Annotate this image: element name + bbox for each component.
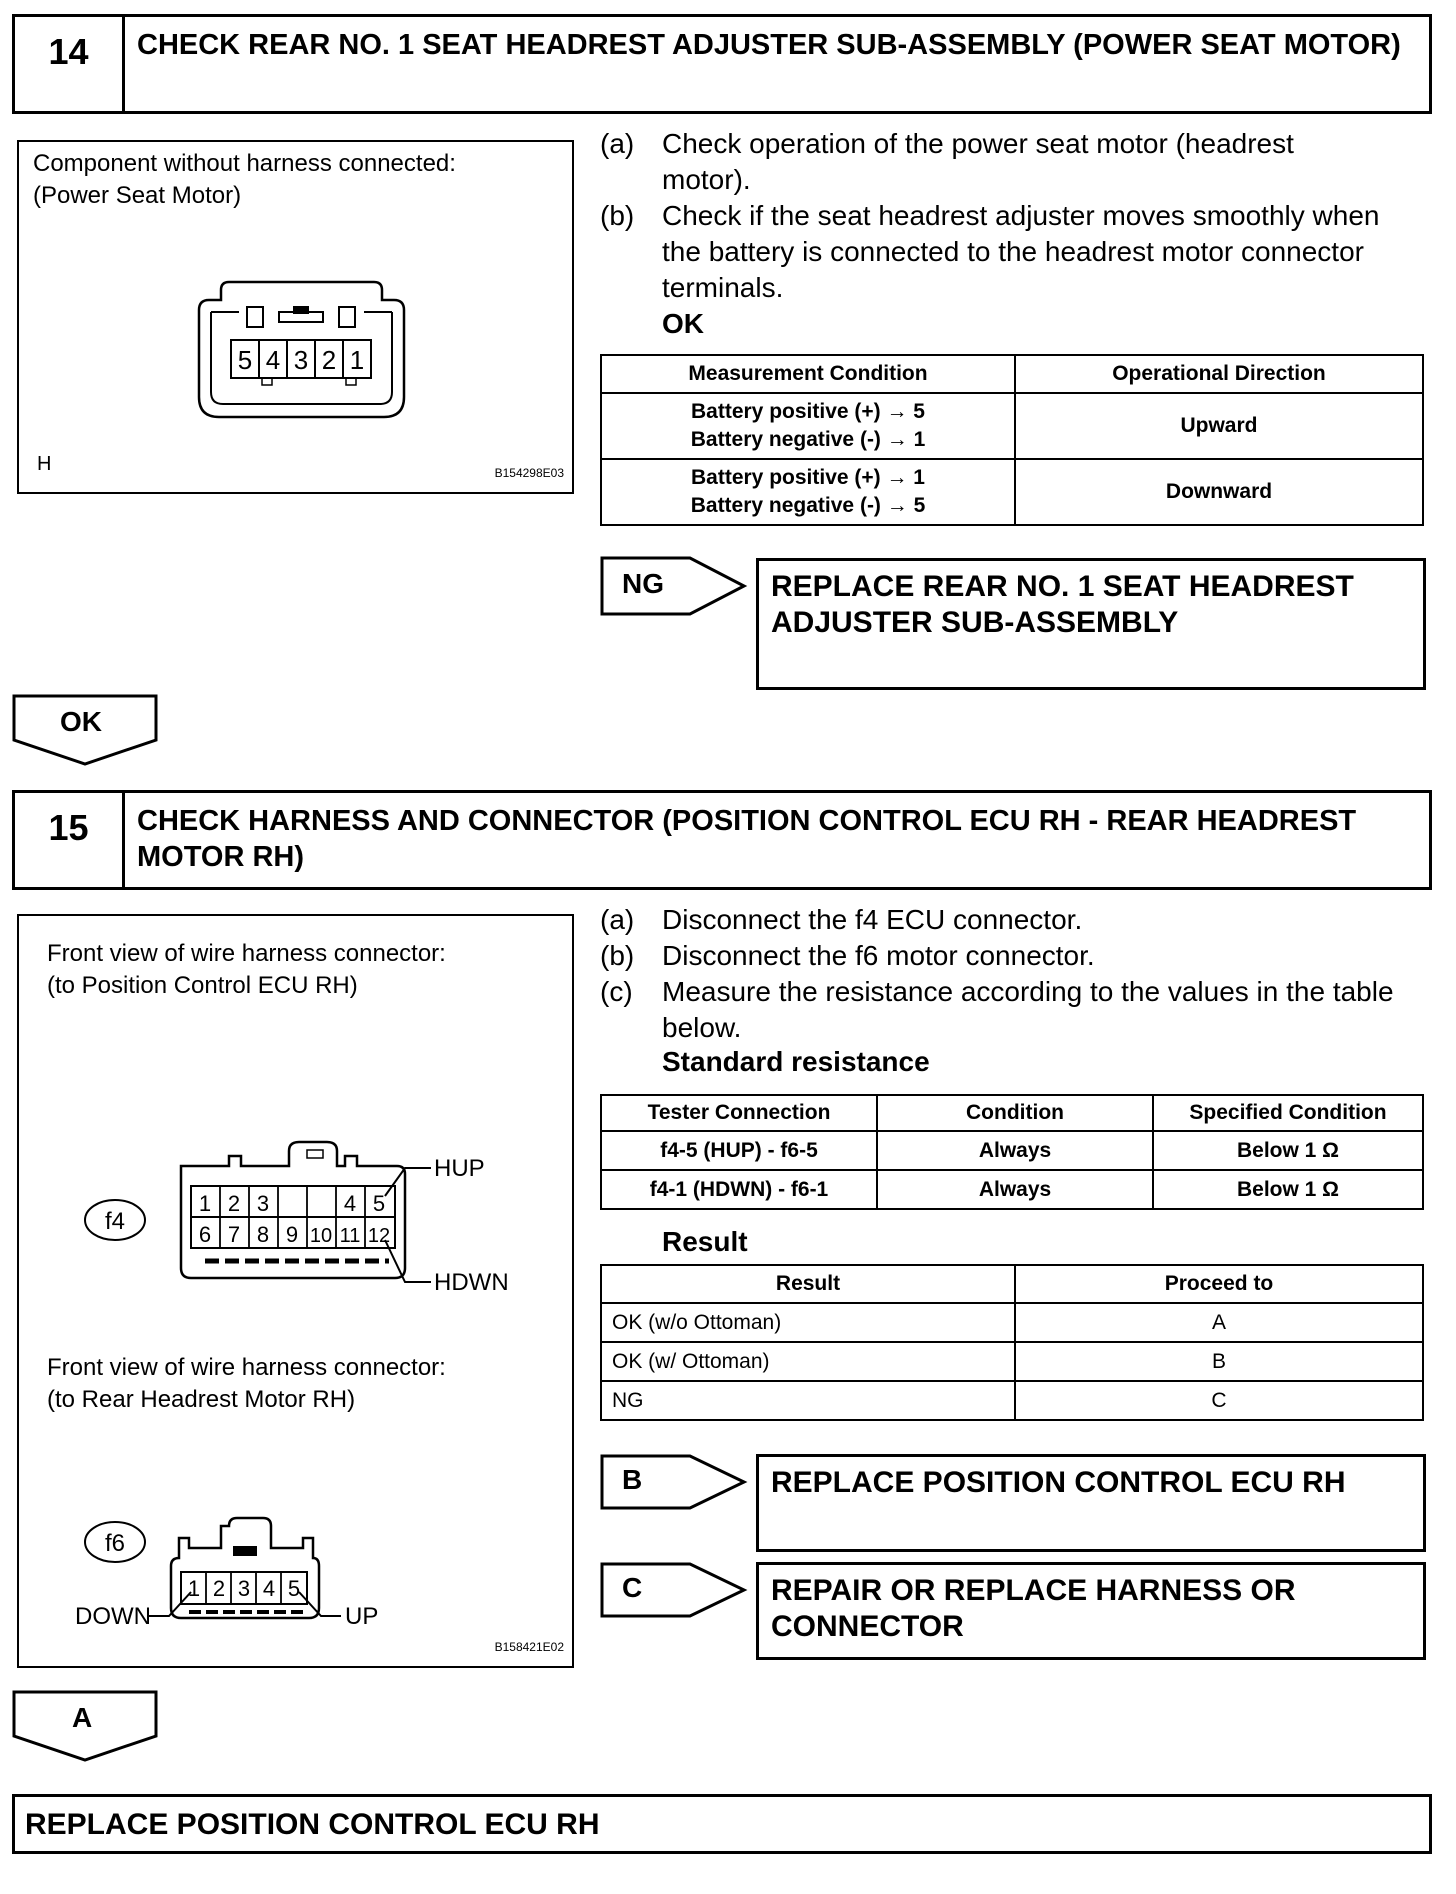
table-header: Tester Connection <box>601 1095 877 1131</box>
cell-text: f4-5 (HUP) - f6-5 <box>601 1131 877 1170</box>
step-number: 15 <box>15 793 125 887</box>
f6-pin: 3 <box>237 1576 251 1601</box>
cell-text: A <box>1015 1303 1423 1342</box>
cell-text: Battery positive (+) → 5 <box>691 400 925 423</box>
cell-text: f4-1 (HDWN) - f6-1 <box>601 1170 877 1209</box>
cell-text: B <box>1015 1342 1423 1381</box>
table-header: Operational Direction <box>1015 355 1423 393</box>
cell-text: Downward <box>1015 459 1423 525</box>
cell-text: Battery negative (-) → 1 <box>690 428 926 451</box>
f4-pin: 7 <box>227 1222 241 1247</box>
ng-action-box <box>756 558 1426 690</box>
branch-b-arrow-label: B <box>600 1454 748 1510</box>
action-text: REPLACE POSITION CONTROL ECU RH <box>771 1466 1346 1499</box>
figure-code: B158421E02 <box>494 1640 564 1654</box>
figure-caption: Front view of wire harness connector: <box>47 940 446 967</box>
branch-b-action-box <box>756 1454 1426 1552</box>
operation-table <box>600 354 1424 526</box>
figure-caption: (to Rear Headrest Motor RH) <box>47 1386 356 1413</box>
table-header: Condition <box>877 1095 1153 1131</box>
down-label: DOWN <box>75 1603 151 1630</box>
motor-pin-2: 2 <box>321 345 337 375</box>
table-header: Measurement Condition <box>601 355 1015 393</box>
figure-corner-label: H <box>37 453 52 475</box>
step-14-header <box>12 14 1432 114</box>
hup-label: HUP <box>434 1155 485 1182</box>
step-title: CHECK REAR NO. 1 SEAT HEADREST ADJUSTER SUB-ASSEMBLY (POWER SEAT MOTOR) <box>137 29 1401 61</box>
f4-pin: 8 <box>256 1222 270 1247</box>
table-header: Proceed to <box>1015 1265 1423 1303</box>
result-heading: Result <box>662 1226 748 1257</box>
ng-arrow-label: NG <box>600 556 748 616</box>
hdwn-label: HDWN <box>434 1269 509 1296</box>
motor-pin-1: 1 <box>349 345 365 375</box>
table-row <box>601 1131 1423 1170</box>
f4-connector-id: f4 <box>104 1208 126 1235</box>
cell-text: OK (w/ Ottoman) <box>601 1342 1015 1381</box>
ok-heading: OK <box>662 308 704 339</box>
f4-connector-diagram <box>49 1136 549 1296</box>
table-row <box>601 1381 1423 1420</box>
table-header: Result <box>601 1265 1015 1303</box>
f4-pin: 2 <box>227 1191 241 1216</box>
f4-pin: 9 <box>285 1222 299 1247</box>
f4-pin: 10 <box>309 1225 333 1247</box>
f6-pin: 5 <box>287 1576 301 1601</box>
f6-pin: 1 <box>187 1576 201 1601</box>
final-action-box <box>12 1794 1432 1854</box>
figure-caption: Component without harness connected: <box>33 150 456 177</box>
cell-text: Battery positive (+) → 1 <box>691 466 925 489</box>
step-number: 14 <box>15 17 125 111</box>
f6-connector-diagram <box>49 1496 549 1636</box>
cell-text: NG <box>601 1381 1015 1420</box>
cell-text: Always <box>877 1131 1153 1170</box>
step-title: CHECK HARNESS AND CONNECTOR (POSITION CONTROL ECU RH - REAR HEADREST MOTOR RH) <box>137 805 1357 873</box>
motor-pin-5: 5 <box>237 345 253 375</box>
f4-pin: 3 <box>256 1191 270 1216</box>
cell-text: Battery negative (-) → 5 <box>690 494 926 517</box>
standard-resistance-heading: Standard resistance <box>662 1046 930 1077</box>
table-row <box>601 1303 1423 1342</box>
f4-pin: 5 <box>372 1191 386 1216</box>
figure-caption: (Power Seat Motor) <box>33 182 242 209</box>
table-row <box>601 393 1423 459</box>
up-label: UP <box>345 1603 379 1630</box>
figure-code: B154298E03 <box>494 466 564 480</box>
cell-text: Upward <box>1015 393 1423 459</box>
branch-c-arrow-label: C <box>600 1562 748 1618</box>
f4-pin: 1 <box>198 1191 212 1216</box>
harness-connector-figure <box>17 914 574 1668</box>
ok-arrow-label: OK <box>12 694 158 766</box>
branch-a-arrow-label: A <box>12 1690 158 1762</box>
f6-connector-id: f6 <box>104 1530 126 1557</box>
f6-pin: 2 <box>212 1576 226 1601</box>
cell-text: Always <box>877 1170 1153 1209</box>
table-row <box>601 1342 1423 1381</box>
cell-text: C <box>1015 1381 1423 1420</box>
motor-pin-3: 3 <box>293 345 309 375</box>
motor-connector-diagram <box>169 272 429 442</box>
result-table <box>600 1264 1424 1421</box>
action-text: REPAIR OR REPLACE HARNESS OR CONNECTOR <box>771 1574 1296 1643</box>
figure-caption: Front view of wire harness connector: <box>47 1354 446 1381</box>
f4-pin: 6 <box>198 1222 212 1247</box>
figure-caption: (to Position Control ECU RH) <box>47 972 358 999</box>
cell-text: Below 1 Ω <box>1153 1131 1423 1170</box>
f6-pin: 4 <box>262 1576 276 1601</box>
f4-pin: 12 <box>367 1225 391 1247</box>
action-text: REPLACE POSITION CONTROL ECU RH <box>25 1808 600 1841</box>
power-seat-motor-figure <box>17 140 574 494</box>
table-row <box>601 1170 1423 1209</box>
f4-pin: 11 <box>339 1225 361 1247</box>
table-header: Specified Condition <box>1153 1095 1423 1131</box>
branch-c-action-box <box>756 1562 1426 1660</box>
standard-resistance-table <box>600 1094 1424 1210</box>
cell-text: OK (w/o Ottoman) <box>601 1303 1015 1342</box>
motor-pin-4: 4 <box>265 345 281 375</box>
cell-text: Below 1 Ω <box>1153 1170 1423 1209</box>
step-15-header <box>12 790 1432 890</box>
table-row <box>601 459 1423 525</box>
f4-pin: 4 <box>343 1191 357 1216</box>
action-text: REPLACE REAR NO. 1 SEAT HEADREST ADJUSTER SUB-ASSEMBLY <box>771 570 1354 639</box>
